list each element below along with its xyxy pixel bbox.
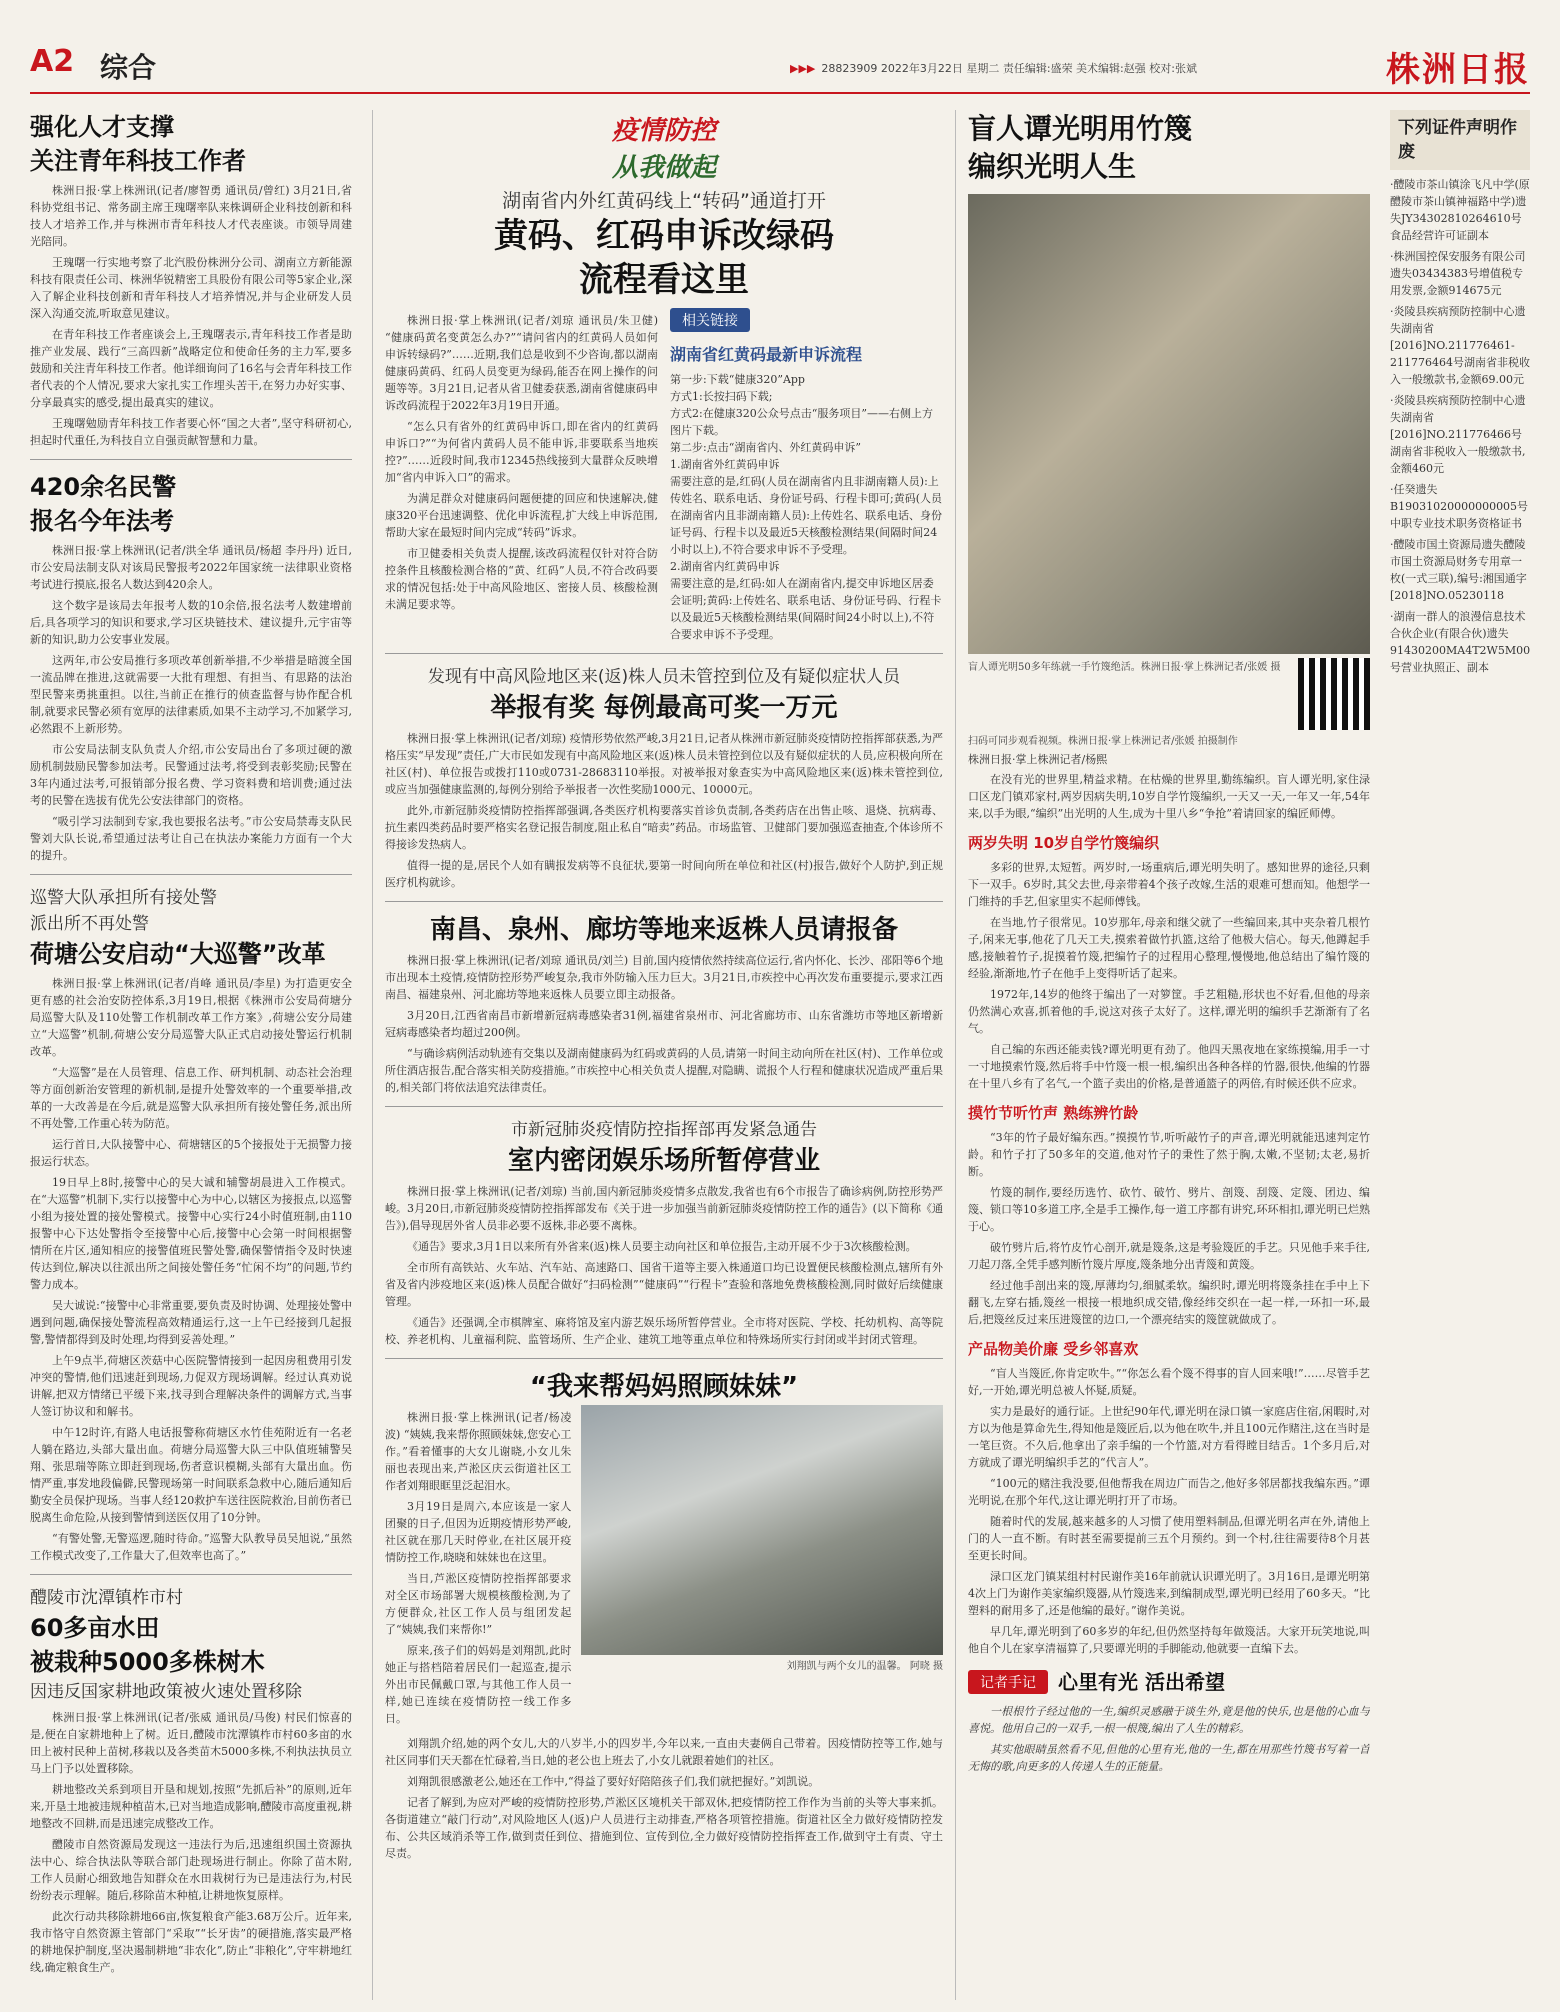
article-law-exam bbox=[30, 470, 352, 864]
paragraph: 随着时代的发展,越来越多的人习惯了使用塑料制品,但谭光明名声在外,请他上门的人一直不断。有时甚至需要提前三五个月预约。到一个村,往往需要待8个月甚至更长时间。 bbox=[968, 1515, 1370, 1562]
paragraph: 株洲日报·掌上株洲讯(记者/张威 通讯员/马俊) 村民们惊喜的是,便在自家耕地种上了树。近日,醴陵市沈潭镇柞市村60多亩的水田上被村民种上苗树,移栽以及各类苗木5000多株,不利执法执员立马上门予以处置移除。 bbox=[30, 1711, 352, 1775]
article-code-appeal bbox=[385, 188, 943, 643]
paragraph: 株洲日报·掌上株洲讯(记者/刘琼) 当前,国内新冠肺炎疫情多点散发,我省也有6个市报告了确诊病例,防控形势严峻。3月20日,市新冠肺炎疫情防控指挥部发布《关于进一步加强当前新冠肺炎疫情防控工作的通告》(以下简称《通告》),倡导现居外省人员非必要不返株,非必要不离株。 bbox=[385, 1185, 943, 1232]
headline: 流程看这里 bbox=[579, 260, 749, 300]
kicker: 巡警大队承担所有接处警 bbox=[30, 888, 217, 908]
paragraph: 值得一提的是,居民个人如有瞒报发病等不良征状,要第一时间向所在单位和社区(村)报告,做好个人防护,到正规医疗机构就诊。 bbox=[385, 859, 943, 889]
paragraph: “怎么只有省外的红黄码申诉口,即在省内的红黄码申诉口?”“为何省内黄码人员不能申诉,非要联系当地疾控?”……近段时间,我市12345热线接到大量群众反映增加“省内申诉入口”的需求。 bbox=[385, 420, 658, 484]
banner-line: 从我做起 bbox=[611, 153, 716, 183]
banner bbox=[385, 110, 943, 184]
step: 1.湖南省外红黄码申诉 bbox=[670, 458, 780, 471]
paragraph: 株洲日报·掌上株洲讯(记者/刘琼 通讯员/朱卫健) “健康码黄名变黄怎么办?”“请问省内的红黄码人员如何申诉转绿码?”……近期,我们总是收到不少咨询,都以湖南健康码黄码、红码人员变更为绿码,能否在网上操作的问题等等。3月21日,记者从省卫健委获悉,湖南省健康码申诉改码流程于2022年3月19日开通。 bbox=[385, 314, 658, 412]
related-link-tag: 相关链接 bbox=[670, 308, 750, 332]
notice-item: ·株洲国控保安服务有限公司遗失03434383号增值税专用发票,金额914675元 bbox=[1390, 250, 1526, 297]
paragraph: 当日,芦淞区疫情防控指挥部要求对全区市场部署大规模核酸检测,为了方便群众,社区工作人员与组团发起了“姨姨,我们来帮你!” bbox=[385, 1572, 572, 1636]
paragraph: 王瑰曙一行实地考察了北汽股份株洲分公司、湖南立方新能源科技有限责任公司、株洲华锐精密工具股份有限公司等5家企业,深入了解企业科技创新和青年科技人才培养情况,并与企业研发人员深入沟通交流,听取意见建议。 bbox=[30, 256, 352, 320]
paragraph: 刘翔凯很感激老公,她还在工作中,“得益了要好好陪陪孩子们,我们就把握好。”刘凯说。 bbox=[407, 1775, 820, 1788]
headline: 60多亩水田 bbox=[30, 1614, 160, 1642]
notice-list bbox=[1390, 176, 1530, 676]
paragraph: 其实他眼睛虽然看不见,但他的心里有光,他的一生,都在用那些竹篾书写着一首无悔的歌,向更多的人传递人生的正能量。 bbox=[968, 1743, 1370, 1773]
paragraph: 《通告》还强调,全市棋牌室、麻将馆及室内游艺娱乐场所暂停营业。全市将对医院、学校、托幼机构、高等院校、养老机构、儿童福利院、监管场所、生产企业、建筑工地等重点单位和特殊场所实行封闭或半封闭式管理。 bbox=[385, 1316, 943, 1346]
lead-body bbox=[385, 308, 943, 643]
kicker: 湖南省内外红黄码线上“转码”通道打开 bbox=[502, 190, 826, 212]
street-photo bbox=[581, 1405, 943, 1655]
masthead-meta: ▶▶▶ 28823909 2022年3月22日 星期二 责任编辑:盛荣 美术编辑:赵强 校对:张斌 bbox=[790, 62, 1197, 75]
divider bbox=[385, 1358, 943, 1359]
paragraph: 早几年,谭光明到了60多岁的年纪,但仍然坚持每年做篾活。大家开玩笑地说,叫他自个儿在家享清福算了,只要谭光明的手脚能动,他就要一直编下去。 bbox=[968, 1625, 1370, 1655]
paragraph: 在青年科技工作者座谈会上,王瑰曙表示,青年科技工作者是助推产业发展、践行“三高四新”战略定位和使命任务的主力军,要多鼓励和关注青年科技工作者。他详细询问了16名与会青年科技工作者代表的个人情况,要求大家扎实工作埋头苦干,在努力办好实事、分享最真实的感受,提出最真实的建议。 bbox=[30, 328, 352, 409]
notice-title: 下列证件声明作废 bbox=[1390, 110, 1530, 170]
paragraph: 株洲日报·掌上株洲讯(记者/刘琼 通讯员/刘兰) 目前,国内疫情依然持续高位运行,省内怀化、长沙、邵阳等6个地市出现本土疫情,疫情防控形势严峻复杂,我市外防输入压力巨大。3月21日,市疾控中心再次发布重要提示,要求江西南昌、福建泉州、河北廊坊等地来返株人员要立即主动报备。 bbox=[385, 954, 943, 1001]
bamboo-weaver-photo bbox=[968, 194, 1370, 654]
article-patrol bbox=[30, 885, 352, 1564]
related-link-box bbox=[670, 308, 943, 643]
paragraph: “大巡警”是在人员管理、信息工作、研判机制、动态社会治理等方面创新治安管理的新机制,是提升处警效率的一个重要举措,改革的一大改善是在今后,就是巡警大队承担所有接处警任务,派出所不再处警,工作重心转为防范。 bbox=[30, 1066, 352, 1130]
step: 方式2:在健康320公众号点击“服务项目”——右侧上方图片下载。 bbox=[670, 407, 933, 437]
kicker: 因违反国家耕地政策被火速处置移除 bbox=[30, 1682, 302, 1702]
left-column bbox=[30, 110, 352, 2000]
step: 2.湖南省内红黄码申诉 bbox=[670, 560, 780, 573]
divider bbox=[30, 459, 352, 460]
paragraph: 株洲日报·掌上株洲讯(记者/杨凌波) “姨姨,我来帮你照顾妹妹,您安心工作。”看着懂事的大女儿谢晓,小女儿朱丽也表现出来,芦淞区庆云街道社区工作者刘翔眼眶里泛起泪水。 bbox=[385, 1411, 572, 1492]
headline: “我来帮妈妈照顾妹妹” bbox=[529, 1372, 799, 1402]
paragraph: 破竹劈片后,将竹皮竹心剖开,就是篾条,这是考验篾匠的手艺。只见他手来手往,刀起刀落,全凭手感判断竹篾片厚度,篾条地分出青篾和黄篾。 bbox=[968, 1241, 1370, 1271]
divider bbox=[30, 874, 352, 875]
memo-title: 心里有光 活出希望 bbox=[1058, 1670, 1225, 1694]
paragraph: “与确诊病例活动轨迹有交集以及湖南健康码为红码或黄码的人员,请第一时间主动向所在社区(村)、工作单位或所住酒店报告,配合落实相关防疫措施。”市疾控中心相关负责人提醒,对隐瞒、谎报个人行程和健康状况造成严重后果的,相关部门将依法追究法律责任。 bbox=[385, 1047, 943, 1094]
paragraph: 原来,孩子们的妈妈是刘翔凯,此时她正与搭档陪着居民们一起巡查,提示外出市民佩戴口罩,与其他工作人员一样,她已连续在疫情防控一线工作多日。 bbox=[385, 1644, 572, 1725]
divider bbox=[385, 1106, 943, 1107]
headline: 420余名民警 bbox=[30, 473, 177, 501]
paragraph: 醴陵市自然资源局发现这一违法行为后,迅速组织国土资源执法中心、综合执法队等联合部门赴现场进行制止。你除了苗木附,工作人员耐心细致地告知群众在水田栽树行为已是违法行为,村民纷纷表示理解。随后,移除苗木种植,让耕地恢复原样。 bbox=[30, 1838, 352, 1902]
kicker: 派出所不再处警 bbox=[30, 914, 149, 934]
paragraph: “盲人当篾匠,你肯定吹牛。”“你怎么看个篾不得事的盲人回来哦!”……尽管手艺好,一开始,谭光明总被人怀疑,质疑。 bbox=[968, 1367, 1370, 1397]
paragraph: 渌口区龙门镇某组村村民谢作美16年前就认识谭光明了。3月16日,是谭光明第4次上门为谢作美家编织篾器,从竹篾选来,到编制成型,谭光明已经用了60多天。“比塑料的耐用多了,还是他编的最好。”谢作美说。 bbox=[968, 1570, 1370, 1617]
page-number: A2 bbox=[30, 44, 75, 79]
headline: 荷塘公安启动“大巡警”改革 bbox=[30, 940, 326, 968]
memo-tag: 记者手记 bbox=[968, 1670, 1048, 1694]
divider bbox=[385, 901, 943, 902]
photo-caption: 盲人谭光明50多年练就一手竹篾绝活。株洲日报·掌上株洲记者/张媛 摄 bbox=[968, 662, 1281, 673]
help-mom-body bbox=[385, 1405, 943, 1731]
center-column bbox=[372, 110, 956, 2000]
paper-logo: 株洲日报 bbox=[1386, 50, 1530, 90]
related-title: 湖南省红黄码最新申诉流程 bbox=[670, 345, 863, 364]
help-mom-text bbox=[385, 1405, 571, 1731]
paragraph: 株洲日报·掌上株洲讯(记者/肖峰 通讯员/李星) 为打造更安全更有感的社会治安防控体系,3月19日,根据《株洲市公安局荷塘分局巡警大队及110处警工作机制改革工作方案》,荷塘公安分局建立“大巡警”机制,荷塘公安分局巡警大队正式启动接处警运行机制改革。 bbox=[30, 977, 352, 1058]
kicker: 发现有中高风险地区来(返)株人员未管控到位及有疑似症状人员 bbox=[427, 667, 901, 687]
article-entertainment bbox=[385, 1117, 943, 1348]
qr-code[interactable] bbox=[1298, 658, 1370, 730]
arrow-icon: ▶▶▶ bbox=[790, 62, 816, 75]
subhead: 摸竹节听竹声 熟练辨竹龄 bbox=[968, 1104, 1139, 1122]
paragraph: 市公安局法制支队负责人介绍,市公安局出台了多项过硬的激励机制鼓励民警参加法考。民警通过法考,将受到表彰奖励;民警在3年内通过法考,可报销部分报名费、学习资料费和培训费;通过法考的民警在选拔有优先公安法律部门的资格。 bbox=[30, 743, 352, 807]
headline: 编织光明人生 bbox=[968, 150, 1137, 183]
notice-column bbox=[1390, 110, 1530, 1110]
paragraph: 王瑰曙勉励青年科技工作者要心怀“国之大者”,坚守科研初心,担起时代重任,为科技自立自强贡献智慧和力量。 bbox=[30, 417, 352, 447]
photo-caption: 刘翔凯与两个女儿的温馨。 阿晓 摄 bbox=[786, 1661, 943, 1672]
paragraph: 多彩的世界,太短暂。两岁时,一场重病后,谭光明失明了。感知世界的途径,只剩下一双手。6岁时,其父去世,母亲带着4个孩子改嫁,生活的艰难可想而知。他想学一门维持的手艺,但家里实不起师傅钱。 bbox=[968, 861, 1370, 908]
paragraph: 在没有光的世界里,精益求精。在枯燥的世界里,勤练编织。盲人谭光明,家住渌口区龙门镇邓家村,两岁因病失明,10岁自学竹篾编织,一天又一天,一年又一年,54年来,以手为眼,“编织”出光明的人生,成为十里八乡“争抢”着请回家的编匠师傅。 bbox=[968, 773, 1370, 820]
byline: 株洲日报·掌上株洲记者/杨熙 bbox=[968, 753, 1108, 766]
step: 第二步:点击“湖南省内、外红黄码申诉” bbox=[670, 441, 861, 454]
notice-item: ·湖南一群人的浪漫信息技术合伙企业(有限合伙)遗失91430200MA4T2W5M00号营业执照正、副本 bbox=[1390, 610, 1530, 674]
paragraph: 这个数字是该局去年报考人数的10余倍,报名法考人数建增前后,具各项学习的知识和要求,学习区块链技术、建议提升,元宇宙等新的知识,助力公安事业发展。 bbox=[30, 599, 352, 646]
headline: 南昌、泉州、廊坊等地来返株人员请报备 bbox=[429, 915, 898, 945]
subhead: 产品物美价廉 受乡邻喜欢 bbox=[968, 1340, 1139, 1358]
step: 需要注意的是,红码:如人在湖南省内,提交申诉地区居委会证明;黄码:上传姓名、联系电话、身份证号码、行程卡以及最近5天核酸检测结果(间隔时间24小时以上),不符合要求申诉不予受理。 bbox=[670, 577, 942, 641]
headline: 黄码、红码申诉改绿码 bbox=[494, 216, 834, 256]
right-column bbox=[968, 110, 1370, 2000]
kicker: 醴陵市沈潭镇柞市村 bbox=[30, 1588, 183, 1608]
memo-header bbox=[968, 1665, 1370, 1699]
paragraph: 这两年,市公安局推行多项改革创新举措,不少举措是暗渡全国一流品牌在推进,这就需要一大批有理想、有担当、有思路的法治型民警来勇挑重担。以往,当前正在推行的侦查监督与协作配合机制,就要求民警必须有宽厚的法律素质,如果不主动学习,不加紧学习,必然跟不上新形势。 bbox=[30, 654, 352, 735]
headline: 强化人才支撑 bbox=[30, 113, 174, 141]
paragraph: 自己编的东西还能卖钱?谭光明更有劲了。他四天黑夜地在家练摸编,用手一寸一寸地摸索竹篾,然后将手中竹篾一根一根,编织出各种各样的竹器,很快,他编的竹器在十里八乡有了名气,一个篮子卖出的价格,是普通篮子的两倍,有时候还供不应求。 bbox=[968, 1043, 1370, 1090]
paragraph: 3月20日,江西省南昌市新增新冠病毒感染者31例,福建省泉州市、河北省廊坊市、山东省潍坊市等地区新增新冠病毒感染者均超过200例。 bbox=[385, 1009, 943, 1039]
help-mom-photo-block bbox=[581, 1405, 943, 1731]
paragraph: 在当地,竹子很常见。10岁那年,母亲和继父就了一些编回来,其中夹杂着几根竹子,闲来无事,他花了几天工夫,摸索着做竹扒篮,这给了他极大信心。每天,他蹲起手感,接触着竹子,捉摸着竹篾,把编竹子的过程用心整理,慢慢地,他总结出了编竹篾的经验,渐渐地,竹子在他手上变得听话了起来。 bbox=[968, 916, 1370, 980]
lead-text bbox=[385, 308, 658, 643]
paragraph: 吴大诚说:“接警中心非常重要,要负责及时协调、处理接处警中遇到问题,确保接处警流程高效精通运行,这一上午已经接到几起报警,警情都得到及时处理,均得到妥善处理。” bbox=[30, 1299, 352, 1346]
paragraph: 此次行动共移除耕地66亩,恢复粮食产能3.68万公斤。近年来,我市恪守自然资源主管部门“采取”“长牙齿”的硬措施,落实最严格的耕地保护制度,坚决遏制耕地“非农化”,防止“非粮化”,守牢耕地红线,确定粮食生产。 bbox=[30, 1910, 352, 1974]
paragraph: 经过他手剖出来的篾,厚薄均匀,细腻柔软。编织时,谭光明将篾条挂在手中上下翻飞,左穿右插,篾丝一根接一根地织成交错,像经纬交织在一起一样,一环扣一环,最后,把篾丝反过来压进篾筐的边口,一个漂亮结实的篾筐就做成了。 bbox=[968, 1279, 1370, 1326]
paragraph: 株洲日报·掌上株洲讯(记者/洪全华 通讯员/杨超 李丹丹) 近日,市公安局法制支队对该局民警报考2022年国家统一法律职业资格考试进行摸底,报名人数达到420余人。 bbox=[30, 544, 352, 591]
paragraph: 全市所有高铁站、火车站、汽车站、高速路口、国省干道等主要入株通道口均已设置便民核酸检测点,辖所有外省及省内涉疫地区来(返)株人员配合做好“扫码检测”“健康码”“行程卡”查验和落地免费核酸检测,同时做好后续健康管理。 bbox=[385, 1261, 943, 1308]
kicker: 市新冠肺炎疫情防控指挥部再发紧急通告 bbox=[511, 1120, 817, 1140]
headline: 报名今年法考 bbox=[30, 507, 174, 535]
paragraph: 中午12时许,有路人电话报警称荷塘区水竹佳苑附近有一名老人躺在路边,头部大量出血。荷塘分局巡警大队三中队值班辅警吴翔、张思瑞等陈立即赶到现场,伤者意识模糊,头部有大量出血。伤情严重,事发地段偏僻,民警现场第一时间联系急救中心,随后通知后勤安全员保护现场。当事人经120救护车送往医院救治,目前伤者已脱离生命危险,从接到警情到送医仅用了10分钟。 bbox=[30, 1426, 352, 1524]
paragraph: 一根根竹子经过他的一生,编织灵感融于谈生外,竟是他的快乐,也是他的心血与喜悦。他用自己的一双手,一根一根篾,编出了人生的精彩。 bbox=[968, 1705, 1370, 1735]
paragraph: “3年的竹子最好编东西。”摸摸竹节,听听敲竹子的声音,谭光明就能迅速判定竹龄。和竹子打了50多年的交道,他对竹子的秉性了然于胸,太嫩,不坚韧;太老,易折断。 bbox=[968, 1131, 1370, 1178]
headline: 被栽种5000多株树木 bbox=[30, 1648, 265, 1676]
step: 方式1:长按扫码下载; bbox=[670, 390, 773, 403]
article-talent bbox=[30, 110, 352, 449]
notice-item: ·醴陵市国土资源局遗失醴陵市国土资源局财务专用章一枚(一式三联),编号:湘国通字[2018]NO.05230118 bbox=[1390, 538, 1527, 602]
paragraph: 3月19日是周六,本应该是一家人团聚的日子,但因为近期疫情形势严峻,社区就在那几天时停业,在社区展开疫情防控工作,晓晓和妹妹也在这里。 bbox=[385, 1500, 572, 1564]
paragraph: 运行首日,大队接警中心、荷塘辖区的5个接报处于无损警力接报运行状态。 bbox=[30, 1138, 352, 1168]
headline: 关注青年科技工作者 bbox=[30, 147, 246, 175]
headline: 盲人谭光明用竹篾 bbox=[968, 112, 1193, 145]
paragraph: 上午9点半,荷塘区茨菇中心医院警情接到一起因房租费用引发冲突的警情,他们迅速赶到现场,力促双方现场调解。经过认真劝说讲解,把双方情绪已平缓下来,找寻到合理解决条件的调解方式,当事人签订协议和和解书。 bbox=[30, 1354, 352, 1418]
paragraph: “吸引学习法制到专家,我也要报名法考。”市公安局禁毒支队民警刘大队长说,希望通过法考让自己在执法办案能力方面有一个大的提升。 bbox=[30, 815, 352, 862]
banner-line: 疫情防控 bbox=[611, 116, 716, 146]
paragraph: 此外,市新冠肺炎疫情防控指挥部强调,各类医疗机构要落实首诊负责制,各类药店在出售止咳、退烧、抗病毒、抗生素四类药品时要严格实名登记报告制度,阻止私自“暗卖”药品。市场监管、卫健部门要加强巡查抽查,个体诊所不得接诊发热病人。 bbox=[385, 804, 943, 851]
paragraph: 市卫健委相关负责人提醒,该改码流程仅针对符合防控条件且核酸检测合格的“黄、红码”人员,不符合改码要求的情况包括:处于中高风险地区、密接人员、核酸检测未满足要求等。 bbox=[385, 547, 658, 611]
section-label: 综合 bbox=[100, 51, 157, 84]
qr-caption: 扫码可同步观看视频。株洲日报·掌上株洲记者/张媛 拍摄制作 bbox=[968, 736, 1238, 747]
paragraph: 耕地整改关系到项目开垦和规划,按照“先抓后补”的原则,近年来,开垦土地被违规种植苗木,已对当地造成影响,醴陵市高度重视,耕地整改不回耕,而是迅速完成整改工作。 bbox=[30, 1783, 352, 1830]
step: 第一步:下载“健康320”App bbox=[670, 373, 805, 386]
notice-item: ·炎陵县疾病预防控制中心遗失湖南省[2016]NO.211776461-211776464号湖南省非税收入一般缴款书,金额69.00元 bbox=[1390, 305, 1530, 386]
paragraph: 实力是最好的通行证。上世纪90年代,谭光明在渌口镇一家庭店住宿,闲暇时,对方以为他是算命先生,得知他是篾匠后,以为他在吹牛,并且100元作赌注,这在当时是一笔巨资。不久后,他拿出了亲手编的一个竹篮,对方看得瞠目结舌。1个多月后,对方就成了谭光明编织手艺的“代言人”。 bbox=[968, 1405, 1370, 1469]
paragraph: 为满足群众对健康码问题便捷的回应和快速解决,健康320平台迅速调整、优化申诉流程,扩大线上申诉范围,帮助大家在最短时间内完成“转码”诉求。 bbox=[385, 492, 658, 539]
paragraph: 株洲日报·掌上株洲讯(记者/廖智勇 通讯员/曾红) 3月21日,省科协党组书记、常务副主席王瑰曙率队来株调研企业科技创新和科技人才培养工作,并与株洲市青年科技人才代表座谈。市领导周建光陪同。 bbox=[30, 184, 352, 248]
step: 需要注意的是,红码(人员在湖南省内且非湖南籍人员):上传姓名、联系电话、身份证号码、行程卡即可;黄码(人员在湖南省内且非湖南籍人员):上传姓名、联系电话、身份证号码、行程卡以及最近5天核酸检测结果(间隔时间24小时以上),不符合要求申诉不予受理。 bbox=[670, 475, 942, 556]
divider bbox=[30, 1574, 352, 1575]
article-help-mom bbox=[385, 1369, 943, 1862]
photo-meta-row bbox=[968, 658, 1370, 730]
paragraph: “100元的赌注我没要,但他帮我在周边广而告之,他好多邻居都找我编东西。”谭光明说,在那个年代,这让谭光明打开了市场。 bbox=[968, 1477, 1370, 1507]
headline: 室内密闭娱乐场所暂停营业 bbox=[507, 1146, 820, 1176]
paragraph: 刘翔凯介绍,她的两个女儿,大的八岁半,小的四岁半,今年以来,一直由夫妻俩自己带着。因疫情防控等工作,她与社区同事们天天都在忙碌着,当日,她的老公也上班去了,小女儿就跟着她们的社区。 bbox=[385, 1737, 943, 1767]
divider bbox=[385, 653, 943, 654]
masthead bbox=[30, 40, 1530, 94]
notice-item: ·任癸遗失B19031020000000005号中职专业技术职务资格证书 bbox=[1390, 483, 1529, 530]
paragraph: 记者了解到,为应对严峻的疫情防控形势,芦淞区区境机关干部双休,把疫情防控工作作为当前的头等大事来抓。各街道建立“敲门行动”,对风险地区人(返)户人员进行主动排查,严格各项管控措施。街道社区全力做好疫情防控发布、公共区域消杀等工作,做到责任到位、措施到位、宣传到位,全力做好疫情防控指挥查工作,做到守土有责、守土尽责。 bbox=[385, 1796, 943, 1860]
paragraph: 竹篾的制作,要经历选竹、砍竹、破竹、劈片、剖篾、刮篾、定篾、团边、编篾、锁口等10多道工序,全是手工操作,每一道工序都有讲究,环环相扣,谭光明已烂熟于心。 bbox=[968, 1186, 1370, 1233]
notice-item: ·炎陵县疾病预防控制中心遗失湖南省[2016]NO.211776466号湖南省非税收入一般缴款书,金额460元 bbox=[1390, 394, 1526, 475]
paragraph: 《通告》要求,3月1日以来所有外省来(返)株人员要主动向社区和单位报告,主动开展不少于3次核酸检测。 bbox=[407, 1240, 917, 1253]
article-report bbox=[385, 912, 943, 1096]
paragraph: 株洲日报·掌上株洲讯(记者/刘琼) 疫情形势依然严峻,3月21日,记者从株洲市新冠肺炎疫情防控指挥部获悉,为严格压实“早发现”责任,广大市民如发现有中高风险地区来(返)株人员未管控到位以及有疑似症状的人员,应积极向所在社区(村)、单位报告或拨打110或0731-28683110举报。对被举报对象查实为中高风险地区来(返)株未管控到位,或应当加强健康监测的,每例分别给予举报者一次性奖励1000元、10000元。 bbox=[385, 732, 943, 796]
notice-item: ·醴陵市茶山镇涂飞凡中学(原醴陵市茶山镇神福路中学)遗失JY34302810264610号食品经营许可证副本 bbox=[1390, 178, 1530, 242]
article-farmland bbox=[30, 1585, 352, 1976]
headline: 举报有奖 每例最高可奖一万元 bbox=[490, 693, 838, 723]
paragraph: 1972年,14岁的他终于编出了一对箩筐。手艺粗糙,形状也不好看,但他的母亲仍然满心欢喜,抓着他的手,说这对孩子太好了。这样,谭光明的编织手艺渐渐有了名气。 bbox=[968, 988, 1370, 1035]
subhead: 两岁失明 10岁自学竹篾编织 bbox=[968, 834, 1160, 852]
article-reward bbox=[385, 664, 943, 891]
paragraph: 19日早上8时,接警中心的吴大诚和辅警胡晨进入工作模式。在“大巡警”机制下,实行以接警中心为中心,以辖区为接报点,以巡警小组为接处置的接处警模式。接警中心实行24小时值班制,由110报警中心下达处警指令至接警中心后,接警中心会第一时间根据警情所在片区,通知相应的接警值班民警处警,确保警情指令及时快速传达到位,解决以往派出所之间接处警任务“忙闲不均”的问题,节约警力成本。 bbox=[30, 1176, 352, 1291]
paragraph: “有警处警,无警巡逻,随时待命。”巡警大队教导员吴旭说,“虽然工作模式改变了,工作量大了,但效率也高了。” bbox=[30, 1532, 352, 1562]
